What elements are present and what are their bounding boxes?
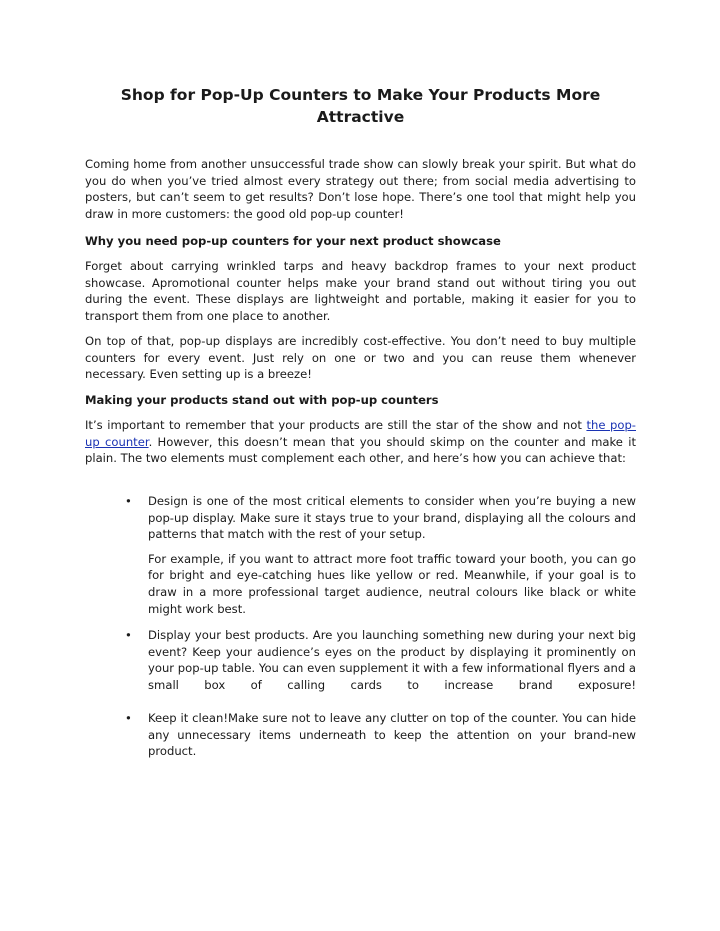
section1-p2-text: On top of that, pop-up displays are incredibly cost-effective. You don’t need to buy multiple counters for every event. Just rely on one or two and you can reuse them whenever necessary. Even setting up is a breeze!: [85, 334, 636, 382]
bullet-body: [148, 627, 636, 693]
intro-text: Coming home from another unsuccessful trade show can slowly break your spirit. But what do you do when you’ve tried almost every strategy out there; from social media advertising to posters, but can’t seem to get results? Don’t lose hope. There’s one tool that might help you draw in more customers: the good old pop-up counter!: [85, 157, 636, 221]
section2-heading: Making your products stand out with pop-up counters: [85, 393, 439, 407]
bullet-clean-text: Keep it clean!Make sure not to leave any clutter on top of the counter. You can hide any unnecessary items underneath to keep the attention on your brand-new product.: [148, 711, 636, 759]
section2-p1-before: It’s important to remember that your products are still the star of the show and not: [85, 418, 587, 432]
intro-paragraph: [85, 156, 636, 222]
section2-paragraph-1: [85, 417, 636, 467]
section1-paragraph-1: [85, 258, 636, 324]
section1-heading: Why you need pop-up counters for your next product showcase: [85, 234, 501, 248]
bullet-design-extra: For example, if you want to attract more foot traffic toward your booth, you can go for bright and eye-catching hues like yellow or red. Meanwhile, if your goal is to draw in a more professional target audience, neutral colours like black or white might work best.: [148, 551, 636, 616]
section1-paragraph-2: [85, 333, 636, 383]
bullet-body: [148, 493, 636, 617]
bullet-marker: •: [125, 628, 132, 642]
section2-p1-after: . However, this doesn’t mean that you should skimp on the counter and make it plain. The two elements must complement each other, and here’s how you can achieve that:: [85, 434, 637, 466]
bullet-body: [148, 710, 636, 760]
bullet-marker: •: [125, 494, 132, 508]
section1-p1-text: Forget about carrying wrinkled tarps and heavy backdrop frames to your next product showcase. Apromotional counter helps make your brand stand out without tiring you out during the event. These displays are lightweight and portable, making it easier for you to transport them from one place to another.: [85, 259, 636, 323]
bullet-design-text: Design is one of the most critical elements to consider when you’re buying a new pop-up display. Make sure it stays true to your brand, displaying all the colours and patterns that match with the rest of your setup.: [148, 494, 636, 542]
document-title: Shop for Pop-Up Counters to Make Your Products More Attractive: [120, 86, 601, 126]
section2-p1-text: [85, 417, 636, 467]
bullet-display-text: Display your best products. Are you launching something new during your next big event? Keep your audience’s eyes on the product by displaying it prominently on your pop-up table. You can even supplement it with a few informational flyers and a small box of calling cards to increase brand exposure!: [148, 628, 636, 692]
pop-up-counter-link[interactable]: the pop-up counter: [85, 418, 636, 449]
bullet-marker: •: [125, 711, 132, 725]
